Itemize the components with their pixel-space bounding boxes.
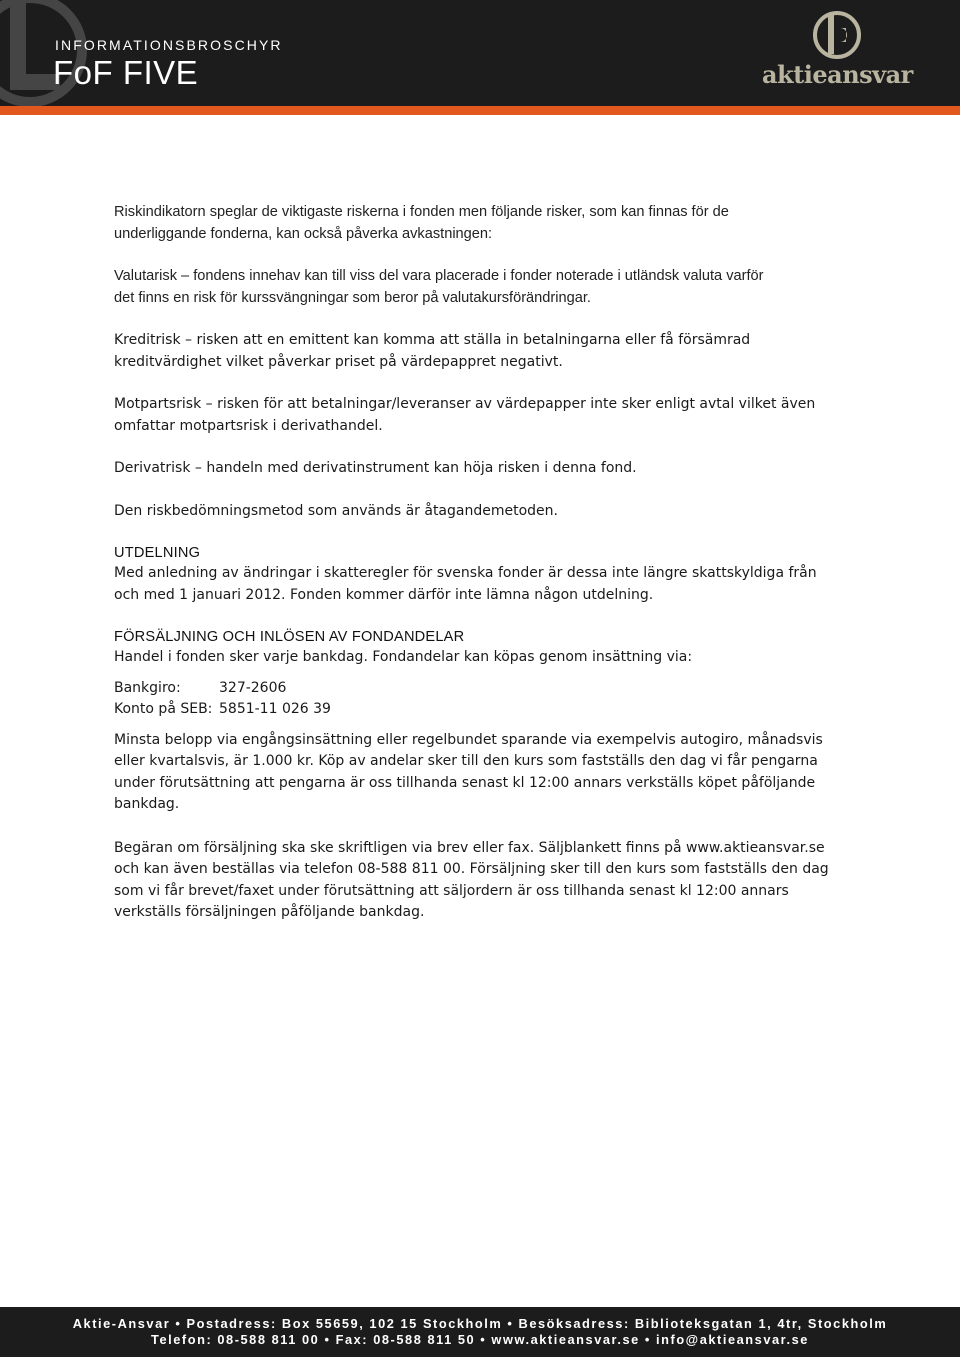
method-line: Den riskbedömningsmetod som används är åtagandemetoden.	[114, 502, 558, 519]
dividend-text-line: Med anledning av ändringar i skatteregler för svenska fonder är dessa inte längre skattskyldiga från	[114, 565, 817, 581]
payment-row-bankgiro	[114, 678, 844, 700]
document-type-label: INFORMATIONSBROSCHYR	[55, 37, 283, 53]
payment-value: 327-2606	[219, 679, 287, 696]
currency-risk-line: det finns en risk för kurssvängningar som beror på valutakursförändringar.	[114, 289, 591, 306]
minimum-amount-line: eller kvartalsvis, är 1.000 kr. Köp av andelar sker till den kurs som fastställs den dag vi får pengarna	[114, 753, 818, 769]
payment-row-seb	[114, 699, 844, 721]
counterparty-risk-line: Motpartsrisk – risken för att betalningar/leveranser av värdepapper inte sker enligt avtal vilket även	[114, 396, 816, 412]
intro-text-line: Riskindikatorn speglar de viktigaste riskerna i fonden men följande risker, som kan finnas för de	[114, 204, 729, 220]
document-body	[114, 202, 844, 924]
redemption-line: och kan även beställas via telefon 08-588 811 00. Försäljning sker till den kurs som fastställs den dag	[114, 861, 829, 877]
trading-text: Handel i fonden sker varje bankdag. Fondandelar kan köpas genom insättning via:	[114, 649, 693, 665]
credit-risk-line: kreditvärdighet vilket påverkar priset på värdepappret negativt.	[114, 353, 563, 370]
currency-risk-line: Valutarisk – fondens innehav kan till viss del vara placerade i fonder noterade i utländsk valuta varför	[114, 268, 764, 284]
minimum-amount-line: bankdag.	[114, 796, 180, 812]
counterparty-risk-line: omfattar motpartsrisk i derivathandel.	[114, 417, 383, 434]
payment-label: Bankgiro:	[114, 679, 181, 696]
aktieansvar-logo	[762, 8, 912, 88]
payment-label: Konto på SEB:	[114, 701, 213, 717]
footer-band	[0, 1307, 960, 1357]
fund-title: FoF FIVE	[53, 54, 199, 91]
credit-risk-line: Kreditrisk – risken att en emittent kan komma att ställa in betalningarna eller få försämrad	[114, 332, 751, 348]
minimum-amount-line: under förutsättning att pengarna är oss tillhanda senast kl 12:00 annars verkställs köpet påföljande	[114, 774, 816, 791]
logo-wordmark: aktieansvar	[762, 60, 913, 89]
derivative-risk-line: Derivatrisk – handeln med derivatinstrument kan höja risken i denna fond.	[114, 460, 637, 476]
logo-a-icon	[762, 8, 912, 60]
footer-address-line: Aktie-Ansvar • Postadress: Box 55659, 102 15 Stockholm • Besöksadress: Biblioteksgatan 1, 4tr, Stockholm	[72, 1316, 888, 1331]
accent-stripe	[0, 106, 960, 115]
redemption-line: verkställs försäljningen påföljande bankdag.	[114, 904, 425, 920]
redemption-line: Begäran om försäljning ska ske skriftligen via brev eller fax. Säljblankett finns på www.aktieansvar.se	[114, 839, 825, 856]
redemption-line: som vi får brevet/faxet under förutsättning att säljordern är oss tillhanda senast kl 12:00 annars	[114, 882, 789, 899]
intro-text-line: underliggande fonderna, kan också påverka avkastningen:	[114, 225, 493, 242]
minimum-amount-line: Minsta belopp via engångsinsättning eller regelbundet sparande via exempelvis autogiro, månadsvis	[114, 731, 823, 748]
header-band	[0, 0, 960, 106]
dividend-heading: UTDELNING	[114, 545, 201, 561]
payment-value: 5851-11 026 39	[219, 701, 331, 717]
sales-heading: FÖRSÄLJNING OCH INLÖSEN AV FONDANDELAR	[114, 629, 465, 645]
footer-contact-line: Telefon: 08-588 811 00 • Fax: 08-588 811 50 • www.aktieansvar.se • info@aktieansvar.se	[151, 1332, 809, 1347]
dividend-text-line: och med 1 januari 2012. Fonden kommer därför inte lämna någon utdelning.	[114, 586, 654, 603]
